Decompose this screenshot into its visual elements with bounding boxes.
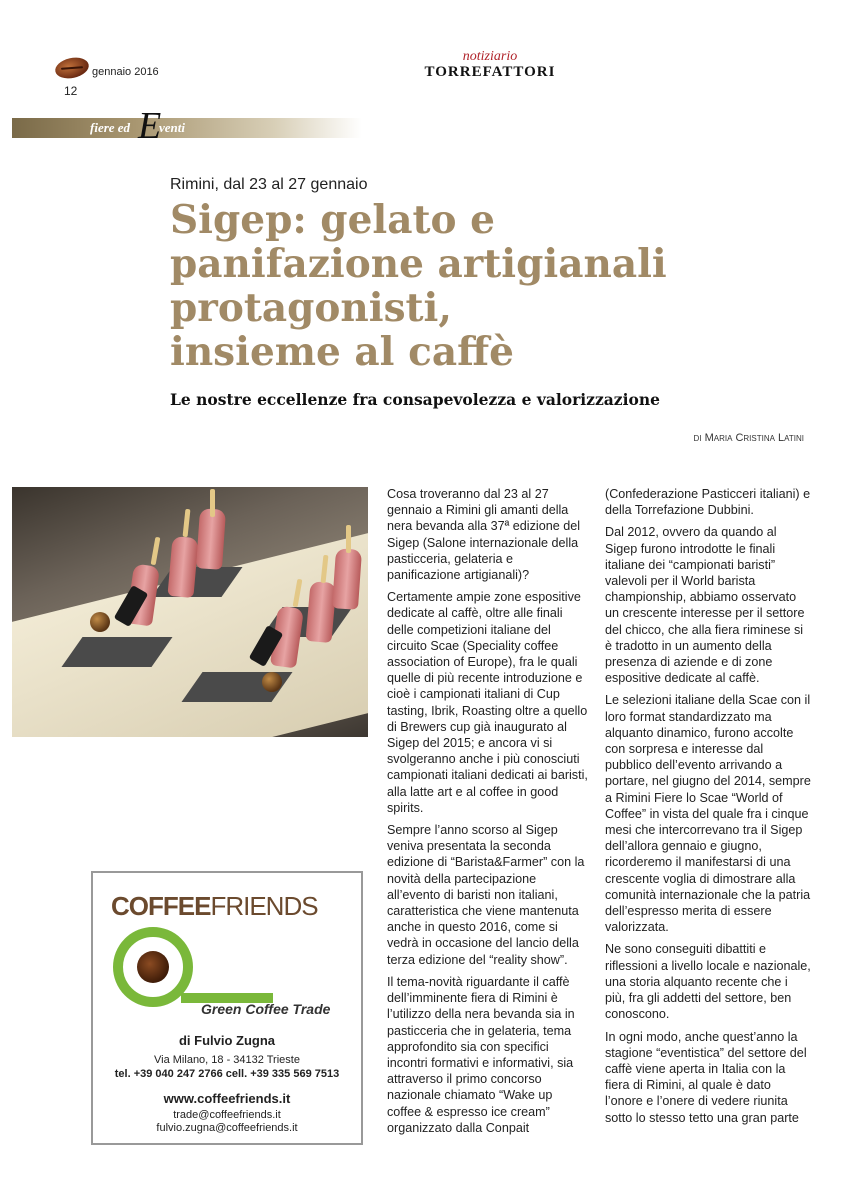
- ad-email-trade[interactable]: trade@coffeefriends.it: [173, 1109, 281, 1121]
- kicker: Rimini, dal 23 al 27 gennaio: [170, 176, 368, 193]
- ad-brand-bold: COFFEE: [111, 891, 211, 921]
- article-column-2: [605, 486, 811, 1132]
- section-bar: [12, 118, 362, 138]
- paragraph: Cosa troveranno dal 23 al 27 gennaio a Rimini gli amanti della nera bevanda alla 37ª edizione del Sigep (Salone internazionale della pasticceria, gelateria e panificazione artigianali)?: [387, 487, 581, 583]
- headline-line: panifazione artigianali: [170, 241, 667, 287]
- section-label-rest: venti: [159, 120, 185, 135]
- ad-brand-logo: [111, 891, 318, 922]
- masthead-top: notiziario: [462, 49, 518, 64]
- headline-line: insieme al caffè: [170, 329, 514, 375]
- headline-line: Sigep: gelato e: [170, 197, 495, 243]
- paragraph: Ne sono conseguiti dibattiti e riflessioni a livello locale e nazionale, una storia alquanto recente che i più, fra gli addetti del settore, ben conoscono.: [605, 942, 811, 1022]
- byline: di Maria Cristina Latini: [693, 432, 804, 444]
- ad-email-personal[interactable]: fulvio.zugna@coffeefriends.it: [156, 1122, 298, 1134]
- article-photo: [12, 487, 368, 737]
- headline-line: protagonisti,: [170, 285, 452, 331]
- ad-website[interactable]: www.coffeefriends.it: [163, 1091, 291, 1106]
- ad-tagline: Green Coffee Trade: [201, 1001, 331, 1017]
- headline: [170, 198, 830, 374]
- coffeefriends-ad: [91, 871, 363, 1145]
- paragraph: Certamente ampie zone espositive dedicate al caffè, oltre alle finali delle competizioni italiane del circuito Scae (Speciality coffee association of Europe), fra le quali quelle di più recente introduzione e cioè i campionati italiani di Cup tasting, Ibrik, Roasting oltre a quello di Brewers cup già inaugurato al Sigep del 2015; e ancora vi si svolgeranno anche i più conosciuti campionati italiani dedicati ai baristi, alla latte art e al coffee in good spirits.: [387, 590, 588, 815]
- paragraph: Dal 2012, ovvero da quando al Sigep furono introdotte le finali italiane dei “campionati baristi” valevoli per il World barista championship, abbiamo osservato un crescente interesse per il settore del chicco, che alla fiera riminese si è tradotto in un aumento della presenza di aziende e di zone espositive dedicate al caffè.: [605, 525, 805, 686]
- section-label-initial: E: [138, 105, 162, 147]
- masthead-logo: [395, 50, 585, 80]
- ad-address: Via Milano, 18 - 34132 Trieste: [154, 1054, 300, 1066]
- ad-brand-light: FRIENDS: [210, 891, 318, 921]
- issue-date: gennaio 2016: [92, 66, 159, 78]
- paragraph: In ogni modo, anche quest’anno la stagione “eventistica” del settore del caffè viene aperta in Italia con la fiera di Rimini, al quale è dato l’onore e l’onere di vedere riunita sotto lo stesso tetto una gran parte: [605, 1029, 807, 1125]
- subtitle: Le nostre eccellenze fra consapevolezza e valorizzazione: [170, 390, 660, 409]
- ad-owner-name: di Fulvio Zugna: [178, 1033, 276, 1048]
- page-number: 12: [64, 84, 78, 98]
- paragraph: Il tema-novità riguardante il caffè dell’imminente fiera di Rimini è l’utilizzo della nera bevanda sia in pasticceria che in gelateria, tema approfondito sia con specifici incontri formativi e informativi, sia attraverso il primo concorso nazionale chiamato “Wake up coffee & espresso ice cream” organizzato dalla Conpait: [387, 974, 575, 1135]
- paragraph: Le selezioni italiane della Scae con il loro format standardizzato ma alquanto dinamico, furono accolte con sorpresa e interesse dal pubblico dell’evento arrivando a portare, nel giugno del 2014, sempre a Rimini Fiere lo Scae “World of Coffee” in vista del quale fra i cinque mesi che intercorrevano tra il Sigep dell’allora gennaio e giugno, ricorderemo il manifestarsi di una crescente voglia di dimostrare alla comunità internazionale che la patria dell’espresso merita di essere valorizzata.: [605, 693, 811, 935]
- paragraph: Sempre l’anno scorso al Sigep veniva presentata la seconda edizione di “Barista&Farmer” con la novità della partecipazione all’evento di baristi non italiani, caratteristica che viene mantenuta anche in questo 2016, come si vedrà in occasione del lancio della terza edizione del “reality show”.: [387, 823, 585, 967]
- paragraph: (Confederazione Pasticceri italiani) e della Torrefazione Dubbini.: [605, 487, 811, 518]
- ad-phones: tel. +39 040 247 2766 cell. +39 335 569 7513: [114, 1068, 340, 1080]
- article-column-1: [387, 486, 589, 1142]
- coffee-bean-icon: [53, 55, 90, 82]
- masthead-bottom: TORREFATTORI: [424, 64, 556, 80]
- section-label: fiere ed: [90, 120, 131, 135]
